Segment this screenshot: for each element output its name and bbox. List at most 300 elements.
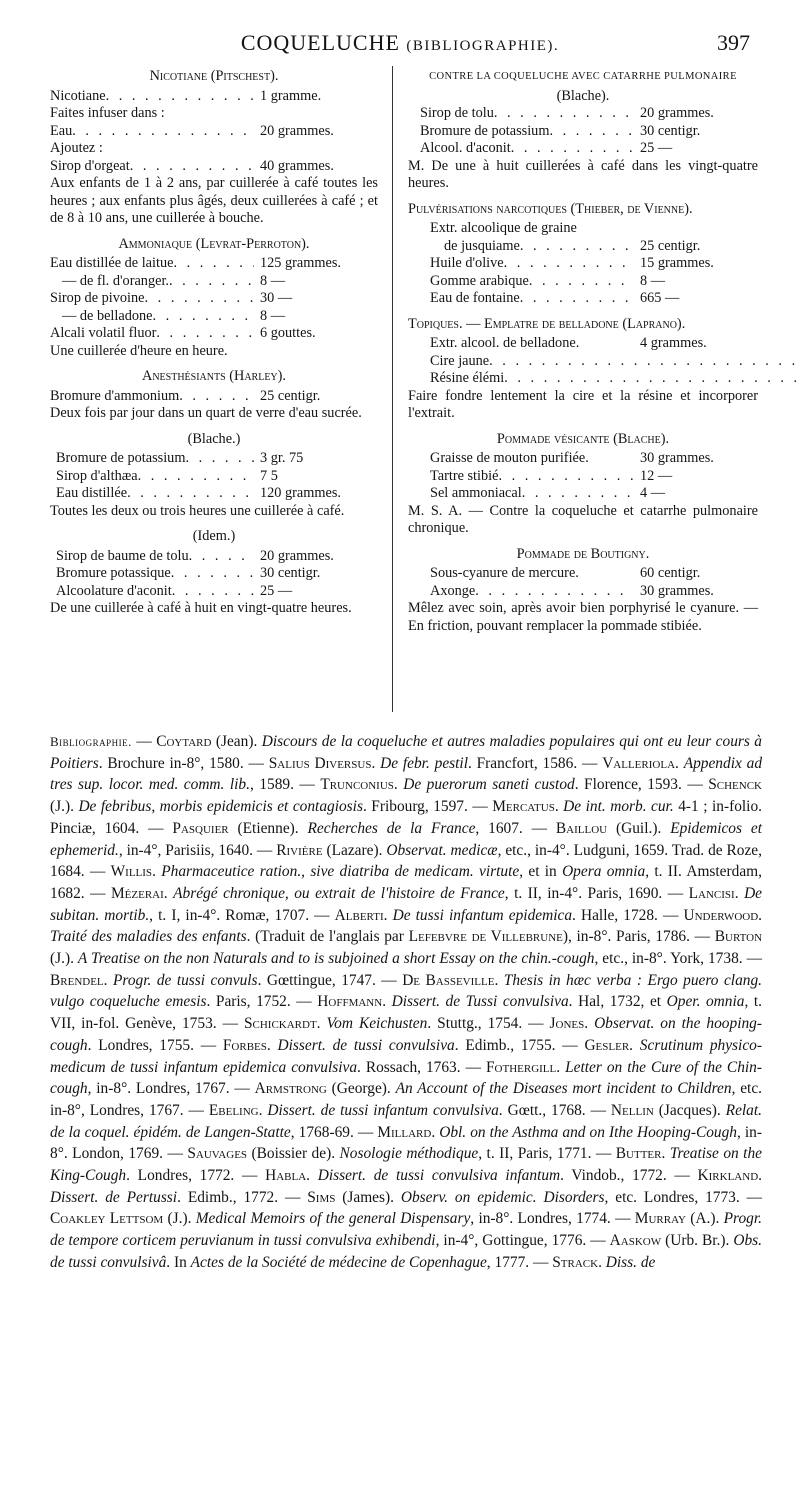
citation-text: , 1768-69. — xyxy=(290,1123,378,1141)
ingredient-amount: 20 grammes. xyxy=(260,122,334,139)
citation-title: Treatise on the King-Cough xyxy=(50,1145,762,1185)
citation-author: Sims xyxy=(307,1188,336,1206)
formula-heading: Topiques. — Emplatre de belladone (Laprano). xyxy=(408,315,686,332)
citation-author: Forbes xyxy=(222,1036,267,1054)
citation-text: . Fribourg, 1597. — xyxy=(362,798,493,816)
ingredient-row xyxy=(50,123,378,141)
citation-text: . Francfort, 1586. — xyxy=(467,754,603,772)
dot-leader xyxy=(153,308,254,326)
citation-author: Underwood xyxy=(683,906,759,924)
citation-title: De puerorum saneti custod xyxy=(403,776,575,794)
ingredient-name: Gomme arabique xyxy=(430,272,529,289)
citation-title: Discours de la coqueluche et autres maladies populaires qui ont eu leur cours à Poitiers xyxy=(50,733,763,772)
citation-text: , in-8°. London, 1769. — xyxy=(50,1123,762,1163)
ingredient-name: Graisse de mouton purifiée. xyxy=(430,450,589,466)
citation-text: . Gœttingue, 1747. — xyxy=(257,971,403,989)
ingredient-amount: 25 centigr. xyxy=(640,237,701,254)
citation-title: Dissert. de tussi infantum convulsiva xyxy=(267,1101,499,1119)
ingredient-row xyxy=(408,468,758,486)
citation-title: Relat. de la coquel. épidém. de Langen-Statte xyxy=(50,1101,762,1141)
citation-title: Actes de la Société de médecine de Copenhague xyxy=(190,1253,487,1271)
dot-leader xyxy=(173,255,254,273)
citation-text: . xyxy=(661,1145,670,1163)
dot-leader xyxy=(185,450,254,468)
citation-text: . xyxy=(258,1101,268,1119)
ingredient-row xyxy=(50,88,378,106)
brace-group xyxy=(408,353,758,388)
ingredient-name: Bromure potassique xyxy=(56,565,171,581)
ingredient-amount: 20 grammes. xyxy=(640,105,714,121)
preparation-text: Mêlez avec soin, après avoir bien porphyrisé le cyanure. — En friction, pouvant remplacer la pommade stibiée. xyxy=(408,600,758,634)
citation-author: Armstrong xyxy=(254,1080,327,1098)
ingredient-name: Cire jaune xyxy=(430,352,490,369)
citation-title: Dissert. de Pertussi xyxy=(50,1188,178,1206)
ingredient-name: Sirop de tolu xyxy=(420,105,494,121)
ingredient-name: Bromure de potassium xyxy=(56,450,186,466)
citation-author: Pasquier xyxy=(172,819,229,837)
ingredient-row xyxy=(50,388,378,406)
citation-title: Observat. medicæ xyxy=(386,841,498,859)
citation-text: , t. II, Paris, 1771. — xyxy=(478,1145,616,1163)
formula-heading: Pommade vésicante (Blache). xyxy=(496,430,670,447)
dot-leader xyxy=(145,290,254,308)
citation-author: Nellin xyxy=(610,1101,654,1119)
citation-title: Observ. on epidemic. Disorders xyxy=(400,1188,605,1206)
dot-leader xyxy=(489,353,800,371)
citation-text: . xyxy=(598,1253,606,1271)
ingredient-row xyxy=(50,290,378,308)
citation-author: Habla xyxy=(265,1167,307,1185)
ingredient-name: Eau distillée de laitue xyxy=(50,255,174,271)
ingredient-name: Sirop de pivoine xyxy=(50,290,145,306)
ingredient-row xyxy=(50,273,378,291)
ingredient-amount: 120 grammes. xyxy=(260,485,341,501)
citation-text: . Edimb., 1772. — xyxy=(177,1188,308,1206)
dot-leader xyxy=(498,468,634,486)
citation-author: Salius Diversus xyxy=(268,754,372,772)
citation-text: . xyxy=(675,754,684,772)
citation-author: Strack xyxy=(552,1253,599,1271)
ingredient-name: Extr. alcool. de belladone. xyxy=(430,335,580,351)
citation-author: Aaskow xyxy=(609,1232,662,1250)
citation-text: , 1607. — xyxy=(475,819,556,837)
dot-leader xyxy=(549,123,634,141)
citation-text: , etc., in-8°. York, 1738. — xyxy=(594,950,762,968)
bibliography-paragraph xyxy=(50,731,762,1274)
citation-text: , t. II, in-4°. Paris, 1690. — xyxy=(504,884,689,902)
citation-author: Kirkland xyxy=(697,1167,759,1185)
ingredient-amount: 12 — xyxy=(640,467,673,484)
page-number: 397 xyxy=(717,30,750,55)
citation-title: Pharmaceutice ration., sive diatriba de medicam. virtute xyxy=(161,863,520,881)
citation-text: . xyxy=(556,1058,566,1076)
ingredient-name: Sirop d'althæa xyxy=(56,467,138,484)
ingredient-row xyxy=(50,255,378,273)
ingredient-amount: 4 grammes. xyxy=(640,335,707,351)
citation-author: Millard xyxy=(377,1123,432,1141)
dot-leader xyxy=(494,105,634,123)
ingredient-amount: 3 gr. 75 xyxy=(260,450,304,466)
dot-leader xyxy=(171,565,254,583)
citation-title: De febr. pestil xyxy=(380,754,468,772)
ingredient-name: Résine élémi xyxy=(430,370,505,386)
ingredient-row xyxy=(408,105,758,123)
citation-title: Progr. de tempore corticem peruvianum in tussi convulsiva exhibendi xyxy=(50,1210,762,1250)
ingredient-name: Sel ammoniacal xyxy=(430,485,522,501)
citation-title: De tussi infantum epidemica xyxy=(392,906,573,924)
citation-title: De int. morb. cur. xyxy=(563,798,674,816)
ingredient-name: Tartre stibié xyxy=(430,467,499,484)
bibliography-label: Bibliographie. xyxy=(50,734,132,749)
citation-author: Murray xyxy=(634,1210,686,1228)
dosage-text: Toutes les deux ou trois heures une cuillerée à café. xyxy=(50,502,345,519)
citation-text: . xyxy=(383,906,393,924)
title: COQUELUCHE xyxy=(240,30,400,55)
ingredient-name: Sous-cyanure de mercure. xyxy=(430,565,579,581)
instruction-text: Faites infuser dans : xyxy=(50,105,165,121)
citation-title: Obl. on the Asthma and on Ithe Hooping-Cough xyxy=(439,1123,737,1141)
ingredient-amount: 6 gouttes. xyxy=(260,325,316,341)
citation-text: , in-4°, Gottingue, 1776. — xyxy=(435,1232,610,1250)
citation-title: De febribus, morbis epidemicis et contagiosis xyxy=(78,798,363,816)
citation-title: A Treatise on the non Naturals and to is subjoined a short Essay on the chin.-cough xyxy=(77,950,595,968)
ingredient-row xyxy=(50,158,378,176)
ingredient-row xyxy=(50,468,378,486)
indication-text: M. S. A. — Contre la coqueluche et catarrhe pulmonaire chronique. xyxy=(408,502,758,536)
citation-text: , etc. Londres, 1773. — xyxy=(604,1188,762,1206)
citation-author: Mercatus xyxy=(492,798,555,816)
citation-title: Observat. on the hooping-cough xyxy=(50,1015,762,1054)
citation-author: Brendel xyxy=(50,971,104,989)
formula-heading: (Blache.) xyxy=(187,430,241,447)
formula-heading: Pommade de Boutigny. xyxy=(516,545,650,562)
ingredient-row xyxy=(408,565,758,583)
citation-title: Epidemicos et ephemerid. xyxy=(50,819,762,859)
formula-heading: Anesthésiants (Harley). xyxy=(142,368,286,384)
dosage-text: Une cuillerée d'heure en heure. xyxy=(50,342,228,359)
ingredient-row xyxy=(408,335,758,353)
running-header xyxy=(50,30,750,58)
citation-text: , etc., in-4°. Ludguni, 1659. Trad. de Roze, 1684. — xyxy=(50,841,762,881)
ingredient-amount: 20 grammes. xyxy=(260,547,334,564)
citation-text: . xyxy=(584,1015,595,1033)
title-subtitle: (BIBLIOGRAPHIE). xyxy=(406,38,560,54)
dot-leader xyxy=(475,583,634,601)
citation-title: Dissert. de tussi convulsiva xyxy=(277,1036,455,1054)
citation-author: De Basseville xyxy=(402,971,495,989)
ingredient-row xyxy=(408,485,758,503)
ingredient-amount: 1 gramme. xyxy=(260,87,322,104)
dot-leader xyxy=(138,468,254,486)
citation-title: Letter on the Cure of the Chin-cough xyxy=(50,1058,762,1098)
formula-heading: Ammoniaque (Levrat-Perroton). xyxy=(118,235,310,252)
citation-text: , in-8°. Londres, 1767. — xyxy=(87,1080,255,1098)
citation-text: (James). xyxy=(335,1188,401,1206)
citation-text: , 1777. — xyxy=(486,1253,553,1271)
citation-text: (Jacques). xyxy=(653,1101,726,1119)
citation-text: (J.). xyxy=(50,798,79,816)
citation-text: . xyxy=(163,884,174,902)
citation-title: Nosologie méthodique xyxy=(339,1145,479,1163)
citation-title: Dissert. de Tussi convulsiva xyxy=(391,993,569,1011)
ingredient-amount: 125 grammes. xyxy=(260,255,341,271)
citation-text: , in-8°. Londres, 1774. — xyxy=(470,1210,635,1228)
ingredient-row xyxy=(50,565,378,583)
citation-text: . xyxy=(734,884,745,902)
citation-text: . xyxy=(629,1036,640,1054)
ingredient-amount: 30 centigr. xyxy=(260,565,321,581)
ingredient-amount: 25 — xyxy=(640,140,673,156)
ingredient-row xyxy=(50,450,378,468)
formula-heading: Pulvérisations narcotiques (Thieber, de Vienne). xyxy=(408,200,693,217)
ingredient-name: Eau xyxy=(50,122,73,139)
dot-leader xyxy=(169,273,254,291)
citation-text: . xyxy=(371,754,381,772)
citation-text: . xyxy=(393,776,404,794)
citation-author: Alberti xyxy=(334,906,384,924)
left-column xyxy=(50,64,378,618)
citation-title: Vom Keichusten xyxy=(326,1015,428,1033)
citation-title: Diss. de xyxy=(605,1253,656,1271)
citation-author: Schickardt xyxy=(243,1015,317,1033)
ingredient-amount: 25 centigr. xyxy=(260,387,321,404)
ingredient-name: Huile d'olive xyxy=(430,255,504,271)
citation-author: Fothergill xyxy=(485,1058,557,1076)
citation-author: Sauvages xyxy=(187,1145,248,1163)
ingredient-amount: 25 — xyxy=(260,582,293,599)
citation-text: (Etienne). xyxy=(228,819,308,837)
citation-text: . Edimb., 1755. — xyxy=(454,1036,585,1054)
ingredient-row xyxy=(50,308,378,326)
dot-leader xyxy=(520,290,634,308)
dot-leader xyxy=(529,273,634,291)
dosage-text: Deux fois par jour dans un quart de verre d'eau sucrée. xyxy=(50,405,362,421)
ingredient-amount: 30 grammes. xyxy=(640,450,714,466)
citation-text: (Boissier de). xyxy=(247,1145,340,1163)
citation-author: Coytard xyxy=(156,733,212,750)
instruction-text: Ajoutez : xyxy=(50,140,103,156)
citation-author: Gesler xyxy=(584,1036,630,1054)
ingredient-name: Extr. alcoolique de graine xyxy=(430,220,577,236)
ingredient-name: — de fl. d'oranger. xyxy=(62,272,169,289)
running-title xyxy=(50,30,750,56)
ingredient-name: de jusquiame xyxy=(444,237,520,254)
ingredient-row xyxy=(408,450,758,468)
citation-text: . xyxy=(382,993,392,1011)
citation-author: Jones xyxy=(549,1015,585,1033)
citation-author: Ebeling xyxy=(208,1101,259,1119)
ingredient-name: Sirop d'orgeat xyxy=(50,157,130,174)
formula-heading: (Idem.) xyxy=(192,528,236,544)
citation-text: . In xyxy=(166,1253,191,1271)
dosage-text: Aux enfants de 1 à 2 ans, par cuillerée à café toutes les heures ; aux enfants plus âgés, deux cuillerées à café ; et de 8 à 10 ans, une cuillerée à bouche. xyxy=(50,175,378,226)
ingredient-amount: 665 — xyxy=(640,290,680,306)
citation-title: Traité des maladies des enfants xyxy=(50,928,247,946)
citation-text: . Brochure in-8°, 1580. — xyxy=(98,754,269,772)
citation-author: Mézerai xyxy=(111,884,164,902)
citation-text: . Vindob., 1772. — xyxy=(560,1167,698,1185)
citation-title: Progr. de tussi convuls xyxy=(113,971,258,989)
dot-leader xyxy=(504,370,800,388)
ingredient-amount: 7 5 xyxy=(260,467,278,484)
ingredient-amount: 4 — xyxy=(640,485,666,501)
ingredient-name: Bromure d'ammonium xyxy=(50,387,180,404)
dot-leader xyxy=(106,88,254,106)
citation-text: . xyxy=(494,971,504,989)
formula-heading: CONTRE LA COQUELUCHE AVEC CATARRHE PULMONAIRE xyxy=(429,71,737,82)
citation-text: . Halle, 1728. — xyxy=(572,906,684,924)
citation-author: Coakley Lettsom xyxy=(50,1210,164,1228)
citation-title: Oper. omnia xyxy=(666,993,745,1011)
formula-heading: Nicotiane (Pitschest). xyxy=(149,68,279,84)
ingredient-name: Eau distillée xyxy=(56,485,128,501)
citation-text: . xyxy=(758,1167,762,1185)
ingredient-row xyxy=(408,123,758,141)
citation-title: Thesis in hæc verba : Ergo puero clang. vulgo coqueluche emesis xyxy=(50,971,763,1011)
citation-title: Recherches de la France xyxy=(307,819,476,837)
preparation-text: Faire fondre lentement la cire et la résine et incorporer l'extrait. xyxy=(408,387,758,421)
citation-text: (Lazare). xyxy=(322,841,387,859)
citation-author: Trunconius xyxy=(320,776,394,794)
citation-text: , 1589. — xyxy=(249,776,321,794)
ingredient-name: Alcool. d'aconit xyxy=(420,140,511,156)
ingredient-amount: 30 — xyxy=(260,290,293,306)
citation-author: Rivière xyxy=(276,841,323,859)
dot-leader xyxy=(156,325,254,343)
dot-leader xyxy=(130,158,254,176)
ingredient-row xyxy=(408,583,758,601)
citation-author: Baillou xyxy=(555,819,608,837)
citation-author: Willis xyxy=(110,863,153,881)
column-divider xyxy=(392,66,393,712)
citation-text: , t. I, in-4°. Romæ, 1707. — xyxy=(149,906,335,924)
ingredient-amount: 8 — xyxy=(260,272,286,289)
ingredient-row xyxy=(430,353,800,371)
citation-title: An Account of the Diseases mort incident to Children xyxy=(395,1080,732,1098)
ingredient-name: Alcoolature d'aconit xyxy=(56,582,172,599)
dot-leader xyxy=(522,485,634,503)
citation-title: Medical Memoirs of the general Dispensary xyxy=(195,1210,471,1228)
ingredient-amount: 8 — xyxy=(260,307,286,324)
citation-text: . Florence, 1593. — xyxy=(574,776,709,794)
citation-title: De subitan. mortib. xyxy=(50,884,763,924)
citation-text: . xyxy=(152,863,162,881)
citation-text: . Londres, 1755. — xyxy=(87,1036,223,1054)
ingredient-name: Nicotiane xyxy=(50,87,106,104)
citation-text: 4-1 ; in-folio. Pinciæ, 1604. — xyxy=(50,798,762,837)
citation-text: (Jean). xyxy=(211,733,262,750)
ingredient-row xyxy=(408,238,758,256)
dot-leader xyxy=(511,140,634,158)
citation-text: , et in xyxy=(519,863,563,881)
citation-text: — xyxy=(131,733,157,750)
dot-leader xyxy=(504,255,634,273)
citation-text: (A.). xyxy=(685,1210,724,1228)
ingredient-name: Bromure de potassium xyxy=(420,122,550,139)
citation-text: . xyxy=(758,906,763,924)
citation-title: Abrégé chronique, ou extrait de l'histoire de France xyxy=(173,884,505,902)
dot-leader xyxy=(172,583,254,601)
citation-title: Dissert. de tussi convulsiva infantum xyxy=(317,1167,561,1185)
citation-author: Butter xyxy=(615,1145,662,1163)
citation-text: , etc. in-8°, Londres, 1767. — xyxy=(50,1080,763,1119)
citation-text: . Gœtt., 1768. — xyxy=(498,1101,611,1119)
citation-text: . Rossach, 1763. — xyxy=(357,1058,486,1076)
ingredient-name: Alcali volatil fluor xyxy=(50,325,157,341)
citation-text: , t. VII, in-fol. Genève, 1753. — xyxy=(50,993,763,1033)
formula-author: (Blache). xyxy=(556,87,610,104)
ingredient-row xyxy=(50,548,378,566)
citation-author: Burton xyxy=(714,928,763,946)
citation-author: Lancisi xyxy=(688,884,735,902)
citation-text: (George). xyxy=(326,1080,396,1098)
citation-text: (Urb. Br.). xyxy=(661,1232,734,1250)
dosage-text: M. De une à huit cuillerées à café dans les vingt-quatre heures. xyxy=(408,157,758,191)
ingredient-row xyxy=(408,255,758,273)
citation-text: . xyxy=(431,1123,440,1141)
citation-author: Valleriola xyxy=(602,754,676,772)
dot-leader xyxy=(127,485,254,503)
citation-text: . xyxy=(266,1036,278,1054)
ingredient-row xyxy=(50,583,378,601)
citation-text: . Londres, 1772. — xyxy=(126,1167,266,1185)
citation-text: (J.). xyxy=(50,950,78,968)
citation-title: Appendix ad tres sup. locor. med. comm. lib. xyxy=(50,754,763,794)
ingredient-amount: 30 grammes. xyxy=(640,582,714,599)
citation-text: , t. II. Amsterdam, 1682. — xyxy=(50,863,762,902)
ingredient-amount: 15 grammes. xyxy=(640,255,714,271)
right-column xyxy=(408,64,758,635)
ingredient-name: Sirop de baume de tolu xyxy=(56,547,189,564)
ingredient-amount: 40 grammes. xyxy=(260,157,334,174)
citation-text: . Paris, 1752. — xyxy=(206,993,318,1011)
citation-title: Obs. de tussi convulsivâ xyxy=(50,1232,763,1271)
citation-text: . (Traduit de l'anglais par xyxy=(246,928,409,946)
citation-title: Scrutinum physico-medicum de tussi infantum epidemica convulsiva xyxy=(50,1036,762,1076)
dot-leader xyxy=(72,123,254,141)
citation-text: . Hal, 1732, et xyxy=(568,993,667,1011)
ingredient-name: Eau de fontaine xyxy=(430,290,520,306)
brace-items xyxy=(430,353,800,388)
dot-leader xyxy=(189,548,254,566)
citation-author: Lefebvre de Villebrune xyxy=(408,928,563,946)
bibliography-body xyxy=(50,733,762,1271)
citation-text: . xyxy=(306,1167,318,1185)
dosage-text: De une cuillerée à café à huit en vingt-quatre heures. xyxy=(50,600,352,616)
citation-text: . xyxy=(554,798,564,816)
ingredient-amount: 60 centigr. xyxy=(640,565,701,581)
ingredient-row xyxy=(50,325,378,343)
citation-text: , in-4°, Parisiis, 1640. — xyxy=(118,841,277,859)
ingredient-amount: 8 — xyxy=(640,272,666,289)
citation-author: Hoffmann xyxy=(317,993,383,1011)
ingredient-row xyxy=(408,140,758,158)
citation-text: (Guil.). xyxy=(607,819,671,837)
ingredient-row xyxy=(430,370,800,388)
dot-leader xyxy=(520,238,634,256)
dot-leader xyxy=(179,388,254,406)
ingredient-row xyxy=(408,290,758,308)
ingredient-name: — de belladone xyxy=(62,307,153,324)
citation-author: Schenck xyxy=(708,776,763,794)
citation-title: Opera omnia xyxy=(562,863,646,881)
citation-text: (J.). xyxy=(163,1210,196,1228)
citation-text: . Stuttg., 1754. — xyxy=(427,1015,550,1033)
ingredient-amount: 30 centigr. xyxy=(640,122,701,139)
ingredient-row xyxy=(50,485,378,503)
ingredient-row xyxy=(408,273,758,291)
ingredient-name: Axonge xyxy=(430,582,476,599)
